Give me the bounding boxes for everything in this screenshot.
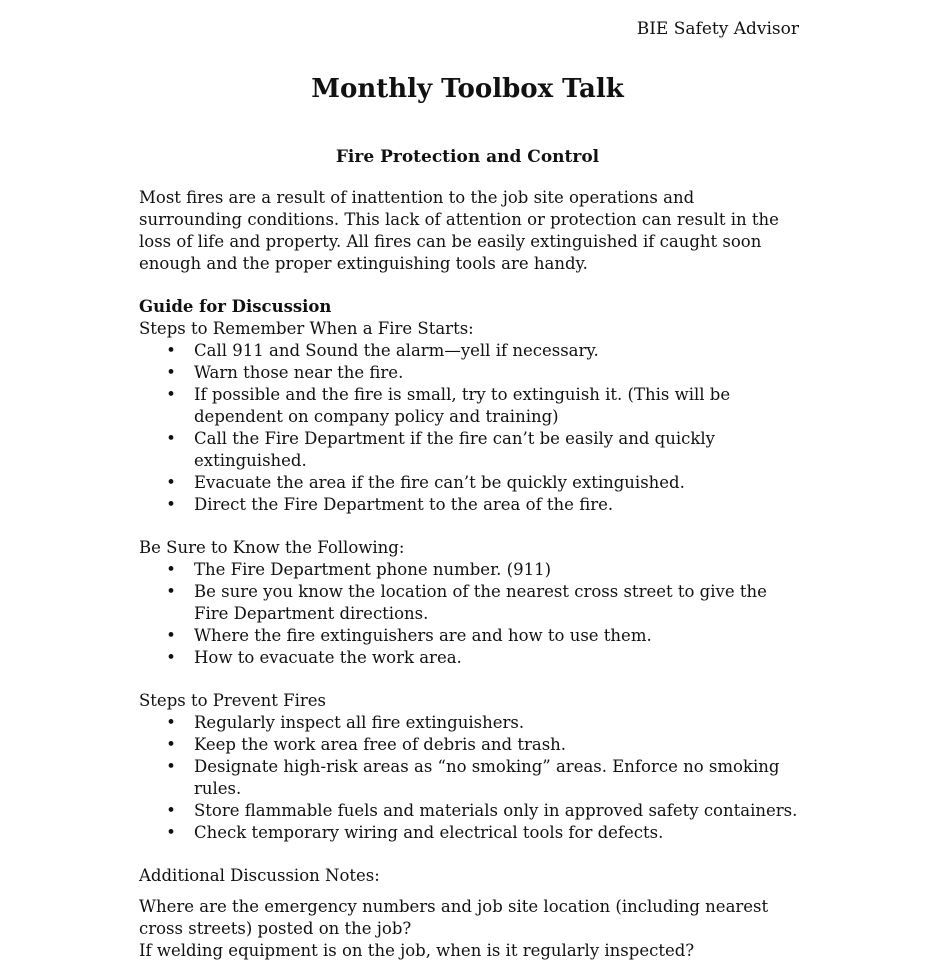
list-item-text: Designate high-risk areas as “no smoking” areas. Enforce no smoking rules. bbox=[194, 757, 780, 798]
list-item-text: Direct the Fire Department to the area of the fire. bbox=[194, 495, 614, 514]
intro-paragraph: Most fires are a result of inattention to the job site operations and surrounding conditions. This lack of attention or protection can result in the loss of life and property. All fires can be easily extinguished if caught soon enough and the proper extinguishing tools are handy. bbox=[139, 188, 779, 273]
bullet-icon: • bbox=[166, 429, 176, 448]
list-item-text: Keep the work area free of debris and trash. bbox=[194, 735, 567, 754]
list-item bbox=[139, 362, 799, 384]
bullet-icon: • bbox=[166, 735, 176, 754]
list-item-text: How to evacuate the work area. bbox=[194, 648, 462, 667]
list-item bbox=[139, 625, 799, 647]
document-body bbox=[139, 187, 799, 962]
section-title-fire-starts: Steps to Remember When a Fire Starts: bbox=[139, 319, 474, 338]
list-item bbox=[139, 340, 799, 362]
bullet-icon: • bbox=[166, 341, 176, 360]
list-item-text: Call 911 and Sound the alarm—yell if necessary. bbox=[194, 341, 599, 360]
list-item-text: Regularly inspect all fire extinguishers. bbox=[194, 713, 525, 732]
document-subtitle: Fire Protection and Control bbox=[335, 147, 600, 167]
bullet-icon: • bbox=[166, 757, 176, 776]
section-title-know-following: Be Sure to Know the Following: bbox=[139, 538, 405, 557]
list-item bbox=[139, 428, 799, 472]
bullet-icon: • bbox=[166, 626, 176, 645]
bullet-list-know-following bbox=[139, 559, 799, 669]
bullet-icon: • bbox=[166, 560, 176, 579]
list-item-text: Be sure you know the location of the nearest cross street to give the Fire Department directions. bbox=[194, 582, 767, 623]
list-item-text: Store flammable fuels and materials only in approved safety containers. bbox=[194, 801, 798, 820]
guide-heading: Guide for Discussion bbox=[139, 297, 332, 316]
bullet-icon: • bbox=[166, 363, 176, 382]
notes-line: If welding equipment is on the job, when is it regularly inspected? bbox=[139, 941, 695, 960]
list-item-text: Check temporary wiring and electrical tools for defects. bbox=[194, 823, 664, 842]
notes-title: Additional Discussion Notes: bbox=[139, 866, 380, 885]
header-org-label: BIE Safety Advisor bbox=[636, 19, 799, 39]
bullet-icon: • bbox=[166, 801, 176, 820]
list-item bbox=[139, 647, 799, 669]
list-item bbox=[139, 756, 799, 800]
bullet-icon: • bbox=[166, 385, 176, 404]
bullet-icon: • bbox=[166, 582, 176, 601]
list-item bbox=[139, 559, 799, 581]
section-title-prevent-fires: Steps to Prevent Fires bbox=[139, 691, 326, 710]
list-item-text: The Fire Department phone number. (911) bbox=[194, 560, 552, 579]
list-item-text: Call the Fire Department if the fire can’t be easily and quickly extinguished. bbox=[194, 429, 715, 470]
list-item-text: Evacuate the area if the fire can’t be quickly extinguished. bbox=[194, 473, 685, 492]
list-item bbox=[139, 581, 799, 625]
list-item bbox=[139, 734, 799, 756]
bullet-icon: • bbox=[166, 495, 176, 514]
list-item bbox=[139, 800, 799, 822]
list-item bbox=[139, 472, 799, 494]
list-item-text: Where the fire extinguishers are and how to use them. bbox=[194, 626, 652, 645]
list-item-text: If possible and the fire is small, try to extinguish it. (This will be dependent on company policy and training) bbox=[194, 385, 731, 426]
document-title: Monthly Toolbox Talk bbox=[311, 74, 624, 104]
bullet-icon: • bbox=[166, 473, 176, 492]
notes-line: Where are the emergency numbers and job site location (including nearest cross streets) posted on the job? bbox=[139, 897, 769, 938]
list-item-text: Warn those near the fire. bbox=[194, 363, 404, 382]
list-item bbox=[139, 384, 799, 428]
list-item bbox=[139, 494, 799, 516]
bullet-icon: • bbox=[166, 713, 176, 732]
bullet-icon: • bbox=[166, 823, 176, 842]
list-item bbox=[139, 822, 799, 844]
bullet-list-prevent-fires bbox=[139, 712, 799, 844]
list-item bbox=[139, 712, 799, 734]
bullet-list-fire-starts bbox=[139, 340, 799, 516]
bullet-icon: • bbox=[166, 648, 176, 667]
